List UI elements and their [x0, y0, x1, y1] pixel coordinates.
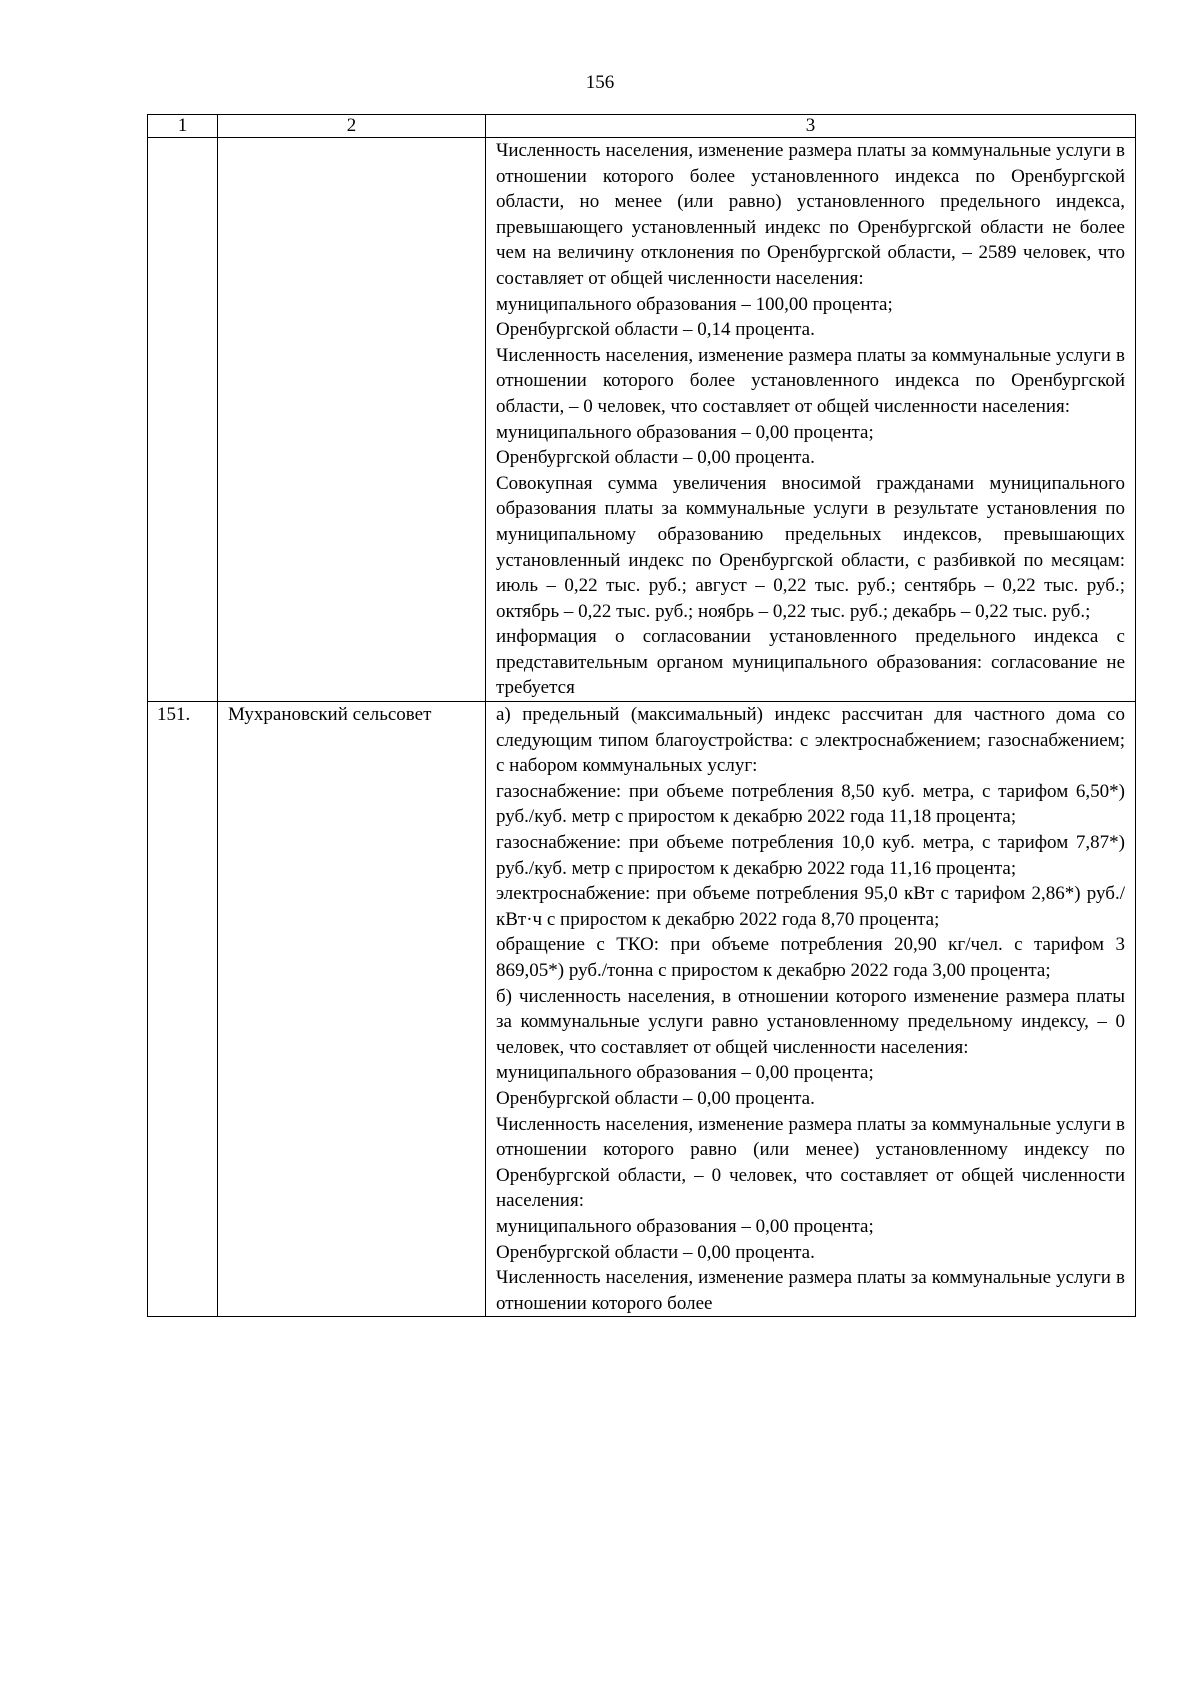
paragraph: муниципального образования – 0,00 процента;	[496, 1215, 874, 1237]
municipality-name-cell	[218, 138, 486, 702]
paragraph: а) предельный (максимальный) индекс рассчитан для частного дома со следующим типом благоустройства: с электроснабжением; газоснабжением; с набором коммунальных услуг:	[496, 704, 1125, 777]
column-header-1: 1	[148, 115, 218, 138]
column-header-3: 3	[486, 115, 1136, 138]
row-number-cell: 151.	[148, 702, 218, 1317]
paragraph: Численность населения, изменение размера платы за коммунальные услуги в отношении которого более установленного индекса по Оренбургской области, но менее (или равно) установленного предельного индекса, превышающего установленный индекс по Оренбургской области не более чем на величину отклонения по Оренбургской области, – 2589 человек, что составляет от общей численности населения:	[496, 140, 1125, 289]
paragraph: б) численность населения, в отношении которого изменение размера платы за коммунальные услуги равно установленному предельному индексу, – 0 человек, что составляет от общей численности населения:	[496, 985, 1125, 1058]
paragraph: информация о согласовании установленного предельного индекса с представительным органом муниципального образования: согласование не требуется	[496, 626, 1125, 699]
paragraph: муниципального образования – 100,00 процента;	[496, 293, 893, 315]
paragraph: Оренбургской области – 0,00 процента.	[496, 447, 815, 469]
table-row	[148, 138, 1136, 702]
paragraph: Численность населения, изменение размера платы за коммунальные услуги в отношении которого более установленного индекса по Оренбургской области, – 0 человек, что составляет от общей численности населения:	[496, 344, 1125, 417]
page-number: 156	[585, 72, 615, 93]
description-cell	[486, 138, 1136, 702]
paragraph: газоснабжение: при объеме потребления 8,50 куб. метра, с тарифом 6,50*) руб./куб. метр с приростом к декабрю 2022 года 11,18 процента;	[496, 780, 1125, 828]
paragraph: электроснабжение: при объеме потребления 95,0 кВт с тарифом 2,86*) руб./кВт·ч с приростом к декабрю 2022 года 8,70 процента;	[496, 883, 1125, 930]
paragraph: муниципального образования – 0,00 процента;	[496, 421, 874, 443]
paragraph: Оренбургской области – 0,00 процента.	[496, 1241, 815, 1263]
table-row	[148, 702, 1136, 1317]
paragraph: обращение с ТКО: при объеме потребления 20,90 кг/чел. с тарифом 3 869,05*) руб./тонна с приростом к декабрю 2022 года 3,00 процента;	[496, 934, 1125, 981]
paragraph: газоснабжение: при объеме потребления 10,0 куб. метра, с тарифом 7,87*) руб./куб. метр с приростом к декабрю 2022 года 11,16 процента;	[496, 832, 1125, 879]
paragraph: муниципального образования – 0,00 процента;	[496, 1062, 874, 1084]
municipality-name-cell: Мухрановский сельсовет	[218, 702, 486, 1317]
paragraph: Оренбургской области – 0,14 процента.	[496, 319, 815, 341]
table-header-row	[148, 115, 1136, 138]
row-number-cell	[148, 138, 218, 702]
paragraph: Совокупная сумма увеличения вносимой гражданами муниципального образования платы за коммунальные услуги в результате установления по муниципальному образованию предельных индексов, превышающих установленный индекс по Оренбургской области, с разбивкой по месяцам: июль – 0,22 тыс. руб.; август – 0,22 тыс. руб.; сентябрь – 0,22 тыс. руб.; октябрь – 0,22 тыс. руб.; ноябрь – 0,22 тыс. руб.; декабрь – 0,22 тыс. руб.;	[496, 472, 1125, 622]
description-cell	[486, 702, 1136, 1317]
paragraph: Численность населения, изменение размера платы за коммунальные услуги в отношении которого равно (или менее) установленному индексу по Оренбургской области, – 0 человек, что составляет от общей численности населения:	[496, 1113, 1125, 1212]
paragraph: Оренбургской области – 0,00 процента.	[496, 1087, 815, 1109]
column-header-2: 2	[218, 115, 486, 138]
indices-table	[147, 114, 1136, 1317]
paragraph: Численность населения, изменение размера платы за коммунальные услуги в отношении которого более	[496, 1267, 1125, 1314]
